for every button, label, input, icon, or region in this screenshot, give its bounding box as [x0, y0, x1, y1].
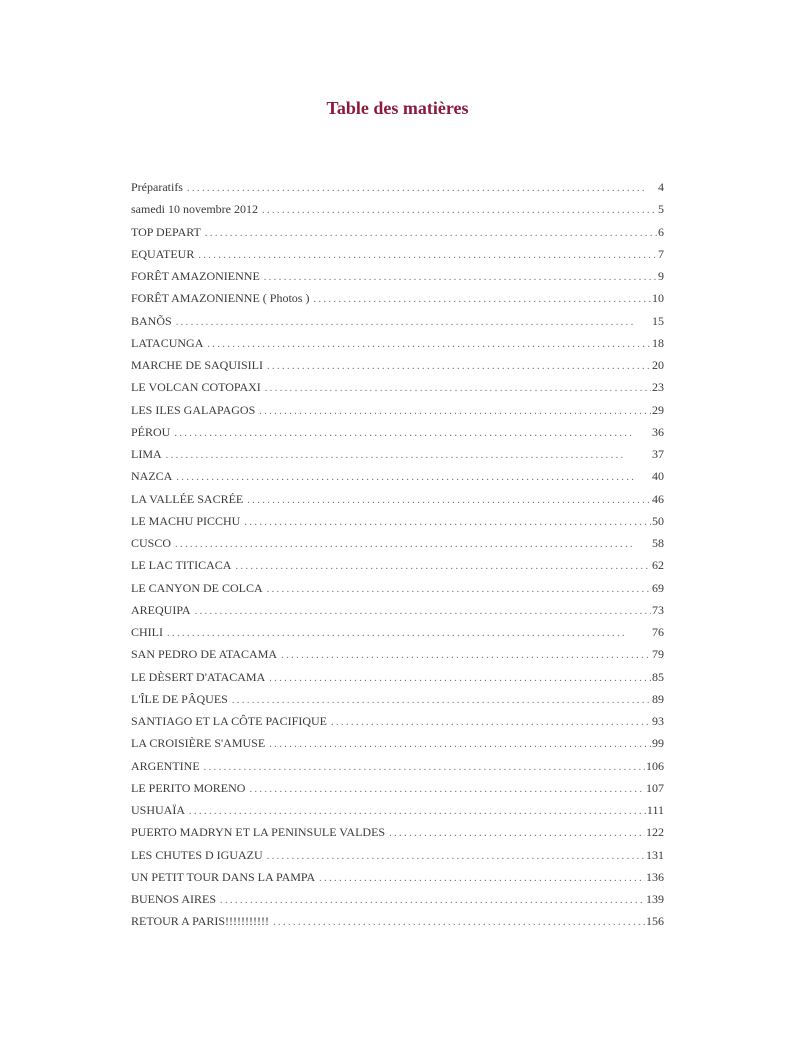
- toc-entry-page-number: 23: [652, 380, 664, 395]
- toc-entry-label: USHUAÏA: [131, 803, 185, 817]
- toc-entry[interactable]: [131, 910, 664, 932]
- toc-dot-leader: [166, 445, 651, 467]
- toc-entry-label: LE CANYON DE COLCA: [131, 580, 263, 595]
- toc-entry[interactable]: [131, 710, 664, 732]
- toc-dot-leader: [187, 178, 657, 200]
- toc-entry[interactable]: [131, 599, 664, 621]
- toc-entry-label: LATACUNGA: [131, 335, 204, 350]
- toc-entry-page-number: 5: [658, 202, 664, 217]
- toc-entry[interactable]: [131, 888, 664, 910]
- toc-dot-leader: [195, 601, 651, 623]
- toc-entry-page-number: 9: [658, 269, 664, 283]
- toc-dot-leader: [167, 623, 651, 645]
- toc-dot-leader: [269, 734, 651, 756]
- toc-entry-label: LE DÈSERT D'ATACAMA: [131, 669, 266, 684]
- toc-entry-page-number: 89: [652, 691, 664, 706]
- toc-entry[interactable]: [131, 443, 664, 465]
- toc-entry-page-number: 99: [652, 736, 664, 751]
- toc-entry[interactable]: [131, 799, 664, 821]
- toc-entry-page-number: 36: [652, 424, 664, 439]
- toc-dot-leader: [267, 579, 651, 601]
- toc-entry-page-number: 136: [646, 869, 664, 884]
- toc-entry[interactable]: [131, 577, 664, 599]
- toc-entry-page-number: 156: [646, 914, 664, 929]
- toc-entry-label: L'ÎLE DE PÂQUES: [131, 691, 228, 706]
- toc-entry-label: RETOUR A PARIS!!!!!!!!!!!: [131, 914, 269, 929]
- toc-dot-leader: [281, 645, 651, 667]
- toc-entry-label: LE MACHU PICCHU: [131, 513, 241, 528]
- toc-entry-label: BUENOS AIRES: [131, 892, 217, 906]
- toc-entry-page-number: 107: [646, 780, 664, 795]
- toc-dot-leader: [267, 846, 645, 868]
- toc-dot-leader: [176, 467, 651, 489]
- toc-entry[interactable]: [131, 265, 664, 287]
- toc-entry[interactable]: [131, 354, 664, 376]
- toc-entry-page-number: 122: [646, 825, 664, 840]
- toc-entry[interactable]: [131, 866, 664, 888]
- toc-entry[interactable]: [131, 666, 664, 688]
- toc-dot-leader: [262, 200, 657, 222]
- toc-entry[interactable]: [131, 532, 664, 554]
- toc-title: Table des matières: [326, 98, 469, 118]
- toc-entry[interactable]: [131, 488, 664, 510]
- toc-dot-leader: [175, 534, 651, 556]
- toc-dot-leader: [331, 712, 651, 734]
- toc-entry[interactable]: [131, 510, 664, 532]
- toc-dot-leader: [389, 823, 645, 845]
- toc-entry-page-number: 131: [646, 847, 664, 862]
- toc-dot-leader: [249, 779, 645, 801]
- toc-entry[interactable]: [131, 176, 664, 198]
- toc-entry-label: LIMA: [131, 447, 162, 461]
- toc-entry-label: SAN PEDRO DE ATACAMA: [131, 647, 278, 662]
- toc-dot-leader: [267, 356, 651, 378]
- toc-entry-page-number: 15: [652, 313, 664, 328]
- toc-entry[interactable]: [131, 688, 664, 710]
- toc-entry-page-number: 111: [646, 803, 664, 817]
- toc-entry-page-number: 6: [658, 224, 664, 239]
- toc-entry[interactable]: [131, 554, 664, 576]
- toc-entry-label: CUSCO: [131, 536, 172, 550]
- toc-entry-page-number: 20: [652, 358, 664, 372]
- toc-dot-leader: [319, 868, 645, 890]
- toc-entry[interactable]: [131, 287, 664, 309]
- toc-entry[interactable]: [131, 243, 664, 265]
- toc-dot-leader: [207, 334, 651, 356]
- toc-entry[interactable]: [131, 755, 664, 777]
- toc-entry-label: MARCHE DE SAQUISILI: [131, 358, 263, 372]
- toc-entry-page-number: 69: [652, 580, 664, 595]
- toc-entry[interactable]: [131, 332, 664, 354]
- toc-dot-leader: [247, 490, 651, 512]
- toc-entry-page-number: 62: [652, 558, 664, 573]
- toc-entry-page-number: 46: [652, 491, 664, 506]
- toc-entry[interactable]: [131, 310, 664, 332]
- toc-entry-label: LE PERITO MORENO: [131, 780, 246, 795]
- toc-entry[interactable]: [131, 376, 664, 398]
- toc-entry[interactable]: [131, 221, 664, 243]
- toc-entry-label: FORÊT AMAZONIENNE ( Photos ): [131, 291, 310, 306]
- toc-entry-page-number: 4: [658, 180, 664, 194]
- toc-dot-leader: [232, 690, 651, 712]
- toc-dot-leader: [273, 912, 645, 934]
- toc-entry[interactable]: [131, 198, 664, 220]
- toc-entry[interactable]: [131, 821, 664, 843]
- toc-entry-label: LE LAC TITICACA: [131, 558, 232, 573]
- toc-dot-leader: [265, 378, 651, 400]
- toc-dot-leader: [313, 289, 651, 311]
- toc-entry-label: ARGENTINE: [131, 758, 200, 773]
- toc-entry-label: samedi 10 novembre 2012: [131, 202, 258, 217]
- toc-entry-label: NAZCA: [131, 469, 173, 484]
- toc-entry-label: EQUATEUR: [131, 246, 195, 261]
- toc-entry-label: LA CROISIÈRE S'AMUSE: [131, 736, 266, 751]
- toc-dot-leader: [220, 890, 645, 912]
- toc-entry-label: PUERTO MADRYN ET LA PENINSULE VALDES: [131, 825, 386, 840]
- toc-entry[interactable]: [131, 465, 664, 487]
- toc-entry-label: TOP DEPART: [131, 224, 201, 239]
- toc-entry-page-number: 79: [652, 647, 664, 662]
- toc-entry-label: Préparatifs: [131, 180, 183, 194]
- toc-entry-label: CHILI: [131, 625, 163, 639]
- toc-entry[interactable]: [131, 732, 664, 754]
- toc-dot-leader: [269, 668, 651, 690]
- toc-entry-page-number: 76: [652, 625, 664, 639]
- toc-entry-page-number: 73: [652, 602, 664, 617]
- toc-entry[interactable]: [131, 777, 664, 799]
- toc-entry-page-number: 85: [652, 669, 664, 684]
- toc-entry[interactable]: [131, 643, 664, 665]
- toc-dot-leader: [189, 801, 646, 823]
- toc-entry-label: LES ILES GALAPAGOS: [131, 402, 256, 417]
- toc-dot-leader: [204, 757, 645, 779]
- toc-dot-leader: [174, 423, 651, 445]
- toc-entry[interactable]: [131, 844, 664, 866]
- toc-entry-page-number: 106: [646, 758, 664, 773]
- toc-entry-label: SANTIAGO ET LA CÔTE PACIFIQUE: [131, 714, 328, 728]
- toc-entry-page-number: 93: [652, 714, 664, 728]
- toc-entry-label: FORÊT AMAZONIENNE: [131, 269, 260, 283]
- toc-entry[interactable]: [131, 421, 664, 443]
- toc-dot-leader: [176, 312, 651, 334]
- toc-entry-page-number: 40: [652, 469, 664, 484]
- toc-dot-leader: [264, 267, 657, 289]
- toc-dot-leader: [235, 556, 651, 578]
- toc-entry-page-number: 18: [652, 335, 664, 350]
- toc-entry-page-number: 7: [658, 246, 664, 261]
- toc-entry[interactable]: [131, 621, 664, 643]
- toc-dot-leader: [198, 245, 657, 267]
- toc-list: [131, 176, 664, 933]
- toc-entry[interactable]: [131, 399, 664, 421]
- toc-entry-label: LE VOLCAN COTOPAXI: [131, 380, 261, 395]
- toc-entry-page-number: 29: [652, 402, 664, 417]
- toc-entry-label: LA VALLÉE SACRÉE: [131, 491, 244, 506]
- toc-entry-page-number: 139: [646, 892, 664, 906]
- toc-entry-page-number: 37: [652, 447, 664, 461]
- toc-entry-page-number: 10: [652, 291, 664, 306]
- toc-entry-page-number: 50: [652, 513, 664, 528]
- toc-entry-label: AREQUIPA: [131, 602, 191, 617]
- toc-dot-leader: [259, 401, 651, 423]
- toc-entry-label: UN PETIT TOUR DANS LA PAMPA: [131, 869, 316, 884]
- toc-entry-label: BANÕS: [131, 313, 172, 328]
- toc-dot-leader: [244, 512, 651, 534]
- toc-entry-label: PÉROU: [131, 424, 171, 439]
- toc-entry-page-number: 58: [652, 536, 664, 550]
- toc-dot-leader: [205, 223, 657, 245]
- toc-entry-label: LES CHUTES D IGUAZU: [131, 847, 263, 862]
